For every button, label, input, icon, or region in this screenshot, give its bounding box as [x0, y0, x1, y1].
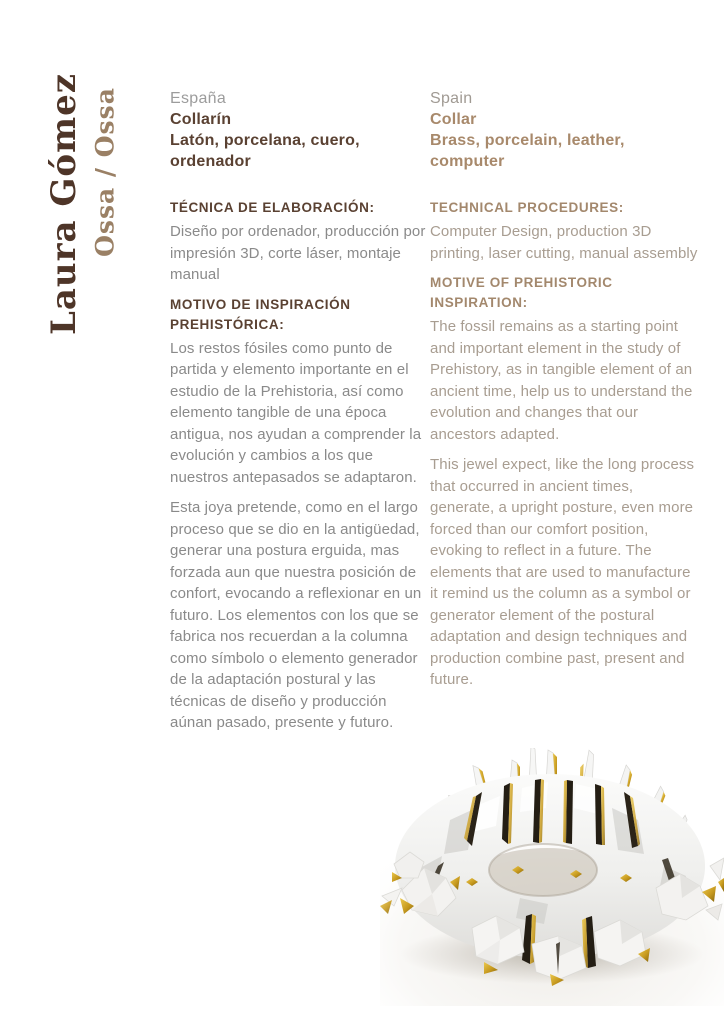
technique-heading-en: TECHNICAL PROCEDURES: [430, 200, 624, 215]
motive-paragraph-2-es: Esta joya pretende, como en el largo proceso que se dio en la antigüedad, generar una postura erguida, mas forzada aun que nuestra posición de confort, evocando a reflexionar en un futuro. Los elementos con los que se fabrica nos recuerdan a la columna como símbolo o elemento generador de la adaptación postural y las técnicas de diseño y producción aúnan pasado, presente y futuro. [170, 499, 422, 731]
country-label-en: Spain [430, 90, 473, 107]
motive-paragraph-1-es: Los restos fósiles como punto de partida y elemento importante en el estudio de la Prehistoria, así como elemento tangible de una época antigua, nos ayudan a comprender la evolución y cambios a los que nuestros antepasados se adaptaron. [170, 339, 422, 486]
jewelry-collar-illustration [380, 748, 724, 1006]
technique-body-en: Computer Design, production 3D printing, laser cutting, manual assembly [430, 223, 698, 262]
technique-body-es: Diseño por ordenador, producción por impresión 3D, corte láser, montaje manual [170, 223, 426, 283]
motive-paragraph-2-en: This jewel expect, like the long process that occurred in ancient times, generate, a upright posture, even more forced than our comfort position, evoking to reflect in a future. The elements that are used to manufacture it remind us the column as a symbol or generator element of the postural adaptation and design techniques and production combine past, present and future. [430, 456, 695, 688]
country-label-es: España [170, 90, 227, 107]
english-column [430, 88, 698, 700]
motive-heading-en: MOTIVE OF PREHISTORIC INSPIRATION: [430, 275, 613, 310]
work-title: Ossa / Ossa [90, 87, 120, 257]
jewelry-image [380, 748, 724, 1006]
materials-es: Latón, porcelana, cuero, ordenador [170, 132, 360, 170]
spanish-column [170, 88, 426, 743]
piece-title-en: Collar [430, 111, 477, 128]
motive-paragraph-1-en: The fossil remains as a starting point and important element in the study of Prehistory, as in tangible element of an ancient time, help us to understand the evolution and changes that our ancestors adapted. [430, 318, 693, 443]
motive-heading-es: MOTIVO DE INSPIRACIÓN PREHISTÓRICA: [170, 296, 351, 332]
artist-name: Laura Gómez [44, 72, 84, 336]
technique-heading-es: TÉCNICA DE ELABORACIÓN: [170, 200, 375, 215]
materials-en: Brass, porcelain, leather, computer [430, 132, 625, 170]
piece-title-es: Collarín [170, 111, 232, 128]
